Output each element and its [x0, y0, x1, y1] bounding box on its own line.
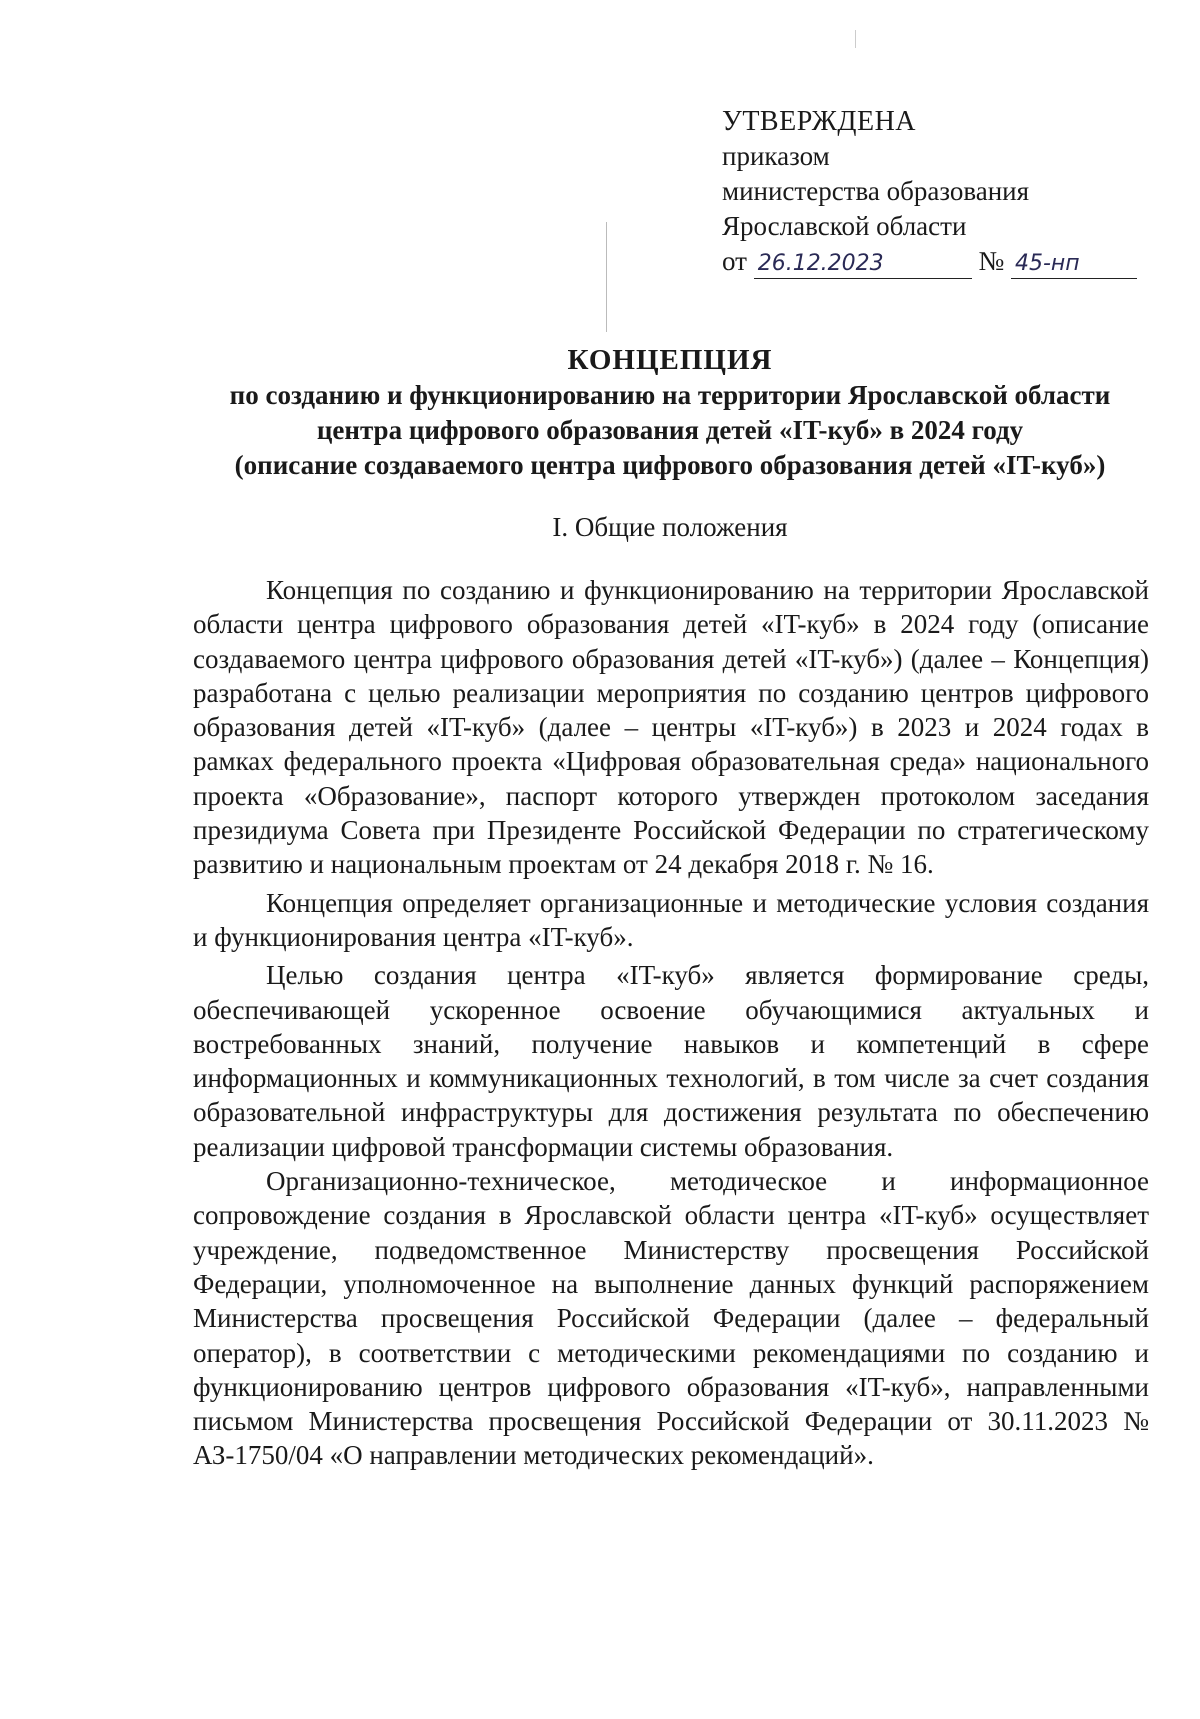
handwritten-date: 26.12.2023	[754, 250, 972, 279]
paragraph: Целью создания центра «IT-куб» является формирование среды, обеспечивающей ускоренное освоение обучающимися актуальных и востребованных знаний, получение навыков и компетенций в сфере информационных и коммуникационных технологий, в том числе за счет создания образовательной инфраструктуры для достижения результата по обеспечению реализации цифровой трансформации системы образования.	[193, 960, 1149, 1162]
paragraph: Концепция определяет организационные и методические условия создания и функционирования центра «IT-куб».	[193, 887, 1149, 952]
title-subtitle-2: центра цифрового образования детей «IT-куб» в 2024 году	[316, 415, 1024, 445]
document-title	[180, 342, 1160, 483]
scan-fold-line	[606, 222, 607, 332]
from-label: от	[722, 246, 747, 276]
title-subtitle-1: по созданию и функционированию на территории Ярославской области	[229, 380, 1111, 410]
section-heading: I. Общие положения	[552, 512, 788, 542]
approval-line-region: Ярославской области	[722, 211, 967, 241]
handwritten-number: 45-нп	[1011, 250, 1137, 279]
paragraph: Концепция по созданию и функционированию на территории Ярославской области центра цифрового образования детей «IT-куб» в 2024 году (описание создаваемого центра цифрового образования детей «IT-куб») (далее – Концепция) разработана с целью реализации мероприятия по созданию центров цифрового образования детей «IT-куб» (далее – центры «IT-куб») в 2023 и 2024 годах в рамках федерального проекта «Цифровая образовательная среда» национального проекта «Образование», паспорт которого утвержден протоколом заседания президиума Совета при Президенте Российской Федерации по стратегическому развитию и национальным проектам от 24 декабря 2018 г. № 16.	[193, 575, 1149, 880]
title-subtitle-3: (описание создаваемого центра цифрового образования детей «IT-куб»)	[234, 450, 1106, 480]
approval-date-number-line	[722, 244, 1137, 279]
number-label: №	[978, 246, 1005, 276]
document-body	[193, 573, 1149, 1473]
approval-line-ministry: министерства образования	[722, 176, 1030, 206]
approval-stamp	[722, 104, 1137, 279]
paragraph: Организационно-техническое, методическое и информационное сопровождение создания в Ярославской области центра «IT-куб» осуществляет учреждение, подведомственное Министерству просвещения Российской Федерации, уполномоченное на выполнение данных функций распоряжением Министерства просвещения Российской Федерации (далее – федеральный оператор), в соответствии с методическими рекомендациями по созданию и функционированию центров цифрового образования «IT-куб», направленными письмом Министерства просвещения Российской Федерации от 30.11.2023 № АЗ-1750/04 «О направлении методических рекомендаций».	[193, 1166, 1149, 1471]
approval-line-order: приказом	[722, 141, 830, 171]
scan-artifact	[855, 30, 856, 48]
title-main: КОНЦЕПЦИЯ	[567, 344, 773, 376]
approval-title: УТВЕРЖДЕНА	[722, 106, 917, 137]
